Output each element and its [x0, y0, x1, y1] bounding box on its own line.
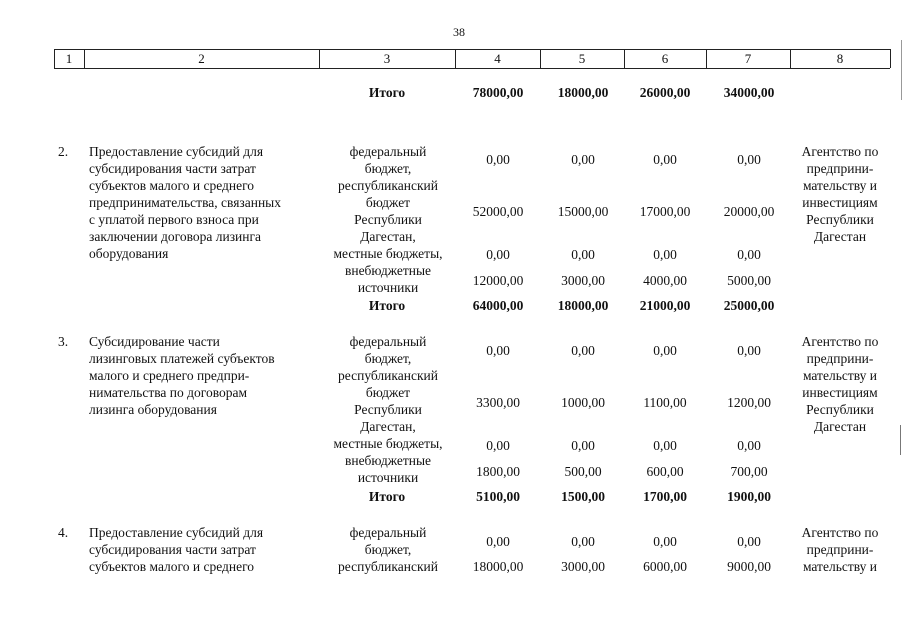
column-header: 7	[744, 51, 752, 66]
responsible-agency	[792, 143, 888, 245]
value-cell: 6000,00	[643, 559, 687, 574]
agency-line: мательству и	[802, 178, 878, 193]
total-label: Итого	[368, 489, 406, 504]
description-line: субъектов малого и среднего	[89, 559, 255, 574]
total-value: 1900,00	[727, 489, 771, 504]
row-number: 3.	[58, 334, 69, 349]
source-line: Республики	[354, 212, 422, 227]
value-cell: 0,00	[571, 438, 595, 453]
agency-line: мательству и	[802, 559, 878, 574]
value-cell: 0,00	[486, 343, 510, 358]
column-header: 8	[836, 51, 844, 66]
description-line: Предоставление субсидий для	[89, 525, 264, 540]
value-cell: 1800,00	[476, 464, 520, 479]
agency-line: инвестициям	[802, 195, 878, 210]
value-cell: 0,00	[737, 438, 761, 453]
source-line: бюджет,	[364, 351, 412, 366]
value-cell: 9000,00	[727, 559, 771, 574]
value-cell: 0,00	[486, 534, 510, 549]
value-cell: 0,00	[653, 152, 677, 167]
value-cell: 0,00	[653, 247, 677, 262]
value-cell: 0,00	[486, 152, 510, 167]
source-line: бюджет	[365, 195, 411, 210]
value-cell: 0,00	[653, 343, 677, 358]
source-line: местные бюджеты,	[333, 246, 443, 261]
agency-line: Дагестан	[813, 229, 867, 244]
description-line: Предоставление субсидий для	[89, 144, 264, 159]
row-number: 4.	[58, 525, 69, 540]
column-header: 3	[383, 51, 391, 66]
total-value: 1700,00	[643, 489, 687, 504]
value-cell: 1100,00	[643, 395, 687, 410]
total-value: 25000,00	[723, 298, 775, 313]
value-cell: 52000,00	[472, 204, 524, 219]
value-cell: 0,00	[653, 438, 677, 453]
source-line: Дагестан,	[360, 229, 416, 244]
responsible-agency	[792, 333, 888, 435]
measure-description	[89, 333, 313, 418]
value-cell: 5000,00	[727, 273, 771, 288]
value-cell: 0,00	[571, 247, 595, 262]
value-cell: 700,00	[730, 464, 768, 479]
value-cell: 500,00	[564, 464, 602, 479]
scan-artifact	[900, 425, 901, 455]
value-cell: 3000,00	[561, 559, 605, 574]
source-line: внебюджетные	[344, 453, 432, 468]
total-value: 1500,00	[561, 489, 605, 504]
source-line: Республики	[354, 402, 422, 417]
page-number: 38	[453, 25, 465, 39]
total-value: 21000,00	[639, 298, 691, 313]
source-line: федеральный	[349, 144, 427, 159]
total-value: 26000,00	[639, 85, 691, 100]
column-header: 6	[661, 51, 669, 66]
value-cell: 0,00	[737, 534, 761, 549]
measure-description	[89, 143, 313, 262]
value-cell: 600,00	[646, 464, 684, 479]
agency-line: инвестициям	[802, 385, 878, 400]
value-cell: 0,00	[571, 343, 595, 358]
value-cell: 0,00	[571, 152, 595, 167]
agency-line: Дагестан	[813, 419, 867, 434]
value-cell: 20000,00	[723, 204, 775, 219]
agency-line: Агентство по	[801, 144, 879, 159]
funding-sources	[322, 333, 454, 486]
description-line: предпринимательства, связанных	[89, 195, 282, 210]
source-line: федеральный	[349, 334, 427, 349]
value-cell: 3000,00	[561, 273, 605, 288]
description-line: Субсидирование части	[89, 334, 220, 349]
description-line: нимательства по договорам	[89, 385, 248, 400]
agency-line: предприни-	[806, 161, 874, 176]
value-cell: 4000,00	[643, 273, 687, 288]
table-header-top-border	[54, 49, 890, 50]
total-value: 18000,00	[557, 85, 609, 100]
agency-line: Республики	[806, 212, 874, 227]
total-value: 34000,00	[723, 85, 775, 100]
agency-line: предприни-	[806, 542, 874, 557]
total-value: 64000,00	[472, 298, 524, 313]
description-line: субсидирования части затрат	[89, 161, 256, 176]
source-line: источники	[357, 470, 419, 485]
description-line: субъектов малого и среднего	[89, 178, 255, 193]
value-cell: 1000,00	[561, 395, 605, 410]
source-line: бюджет,	[364, 542, 412, 557]
description-line: с уплатой первого взноса при	[89, 212, 259, 227]
description-line: оборудования	[89, 246, 169, 261]
column-header: 2	[198, 51, 205, 66]
measure-description	[89, 524, 313, 575]
value-cell: 17000,00	[639, 204, 691, 219]
value-cell: 0,00	[486, 438, 510, 453]
source-line: республиканский	[338, 368, 438, 383]
value-cell: 0,00	[737, 343, 761, 358]
column-header: 4	[494, 51, 501, 66]
agency-line: предприни-	[806, 351, 874, 366]
source-line: федеральный	[349, 525, 427, 540]
agency-line: Агентство по	[801, 525, 879, 540]
value-cell: 1200,00	[727, 395, 771, 410]
column-header: 1	[65, 51, 73, 66]
description-line: заключении договора лизинга	[89, 229, 262, 244]
column-header: 5	[578, 51, 586, 66]
value-cell: 0,00	[653, 534, 677, 549]
source-line: бюджет,	[364, 161, 412, 176]
description-line: лизинга оборудования	[89, 402, 217, 417]
agency-line: Агентство по	[801, 334, 879, 349]
source-line: местные бюджеты,	[333, 436, 443, 451]
source-line: источники	[357, 280, 419, 295]
funding-sources	[322, 143, 454, 296]
total-value: 5100,00	[476, 489, 520, 504]
table-header-divider	[890, 49, 891, 68]
source-line: республиканский	[338, 178, 438, 193]
source-line: бюджет	[365, 385, 411, 400]
row-number: 2.	[58, 144, 69, 159]
value-cell: 15000,00	[557, 204, 609, 219]
source-line: республиканский	[338, 559, 438, 574]
agency-line: мательству и	[802, 368, 878, 383]
agency-line: Республики	[806, 402, 874, 417]
value-cell: 3300,00	[476, 395, 520, 410]
total-value: 78000,00	[472, 85, 524, 100]
value-cell: 0,00	[486, 247, 510, 262]
funding-sources	[322, 524, 454, 575]
total-label: Итого	[368, 85, 406, 100]
total-value: 18000,00	[557, 298, 609, 313]
value-cell: 0,00	[571, 534, 595, 549]
description-line: малого и среднего предпри-	[89, 368, 250, 383]
value-cell: 18000,00	[472, 559, 524, 574]
table-header-bottom-border	[54, 68, 890, 69]
value-cell: 0,00	[737, 152, 761, 167]
value-cell: 0,00	[737, 247, 761, 262]
description-line: лизинговых платежей субъектов	[89, 351, 275, 366]
responsible-agency	[792, 524, 888, 575]
value-cell: 12000,00	[472, 273, 524, 288]
description-line: субсидирования части затрат	[89, 542, 256, 557]
source-line: внебюджетные	[344, 263, 432, 278]
scan-artifact	[901, 40, 902, 100]
source-line: Дагестан,	[360, 419, 416, 434]
total-label: Итого	[368, 298, 406, 313]
